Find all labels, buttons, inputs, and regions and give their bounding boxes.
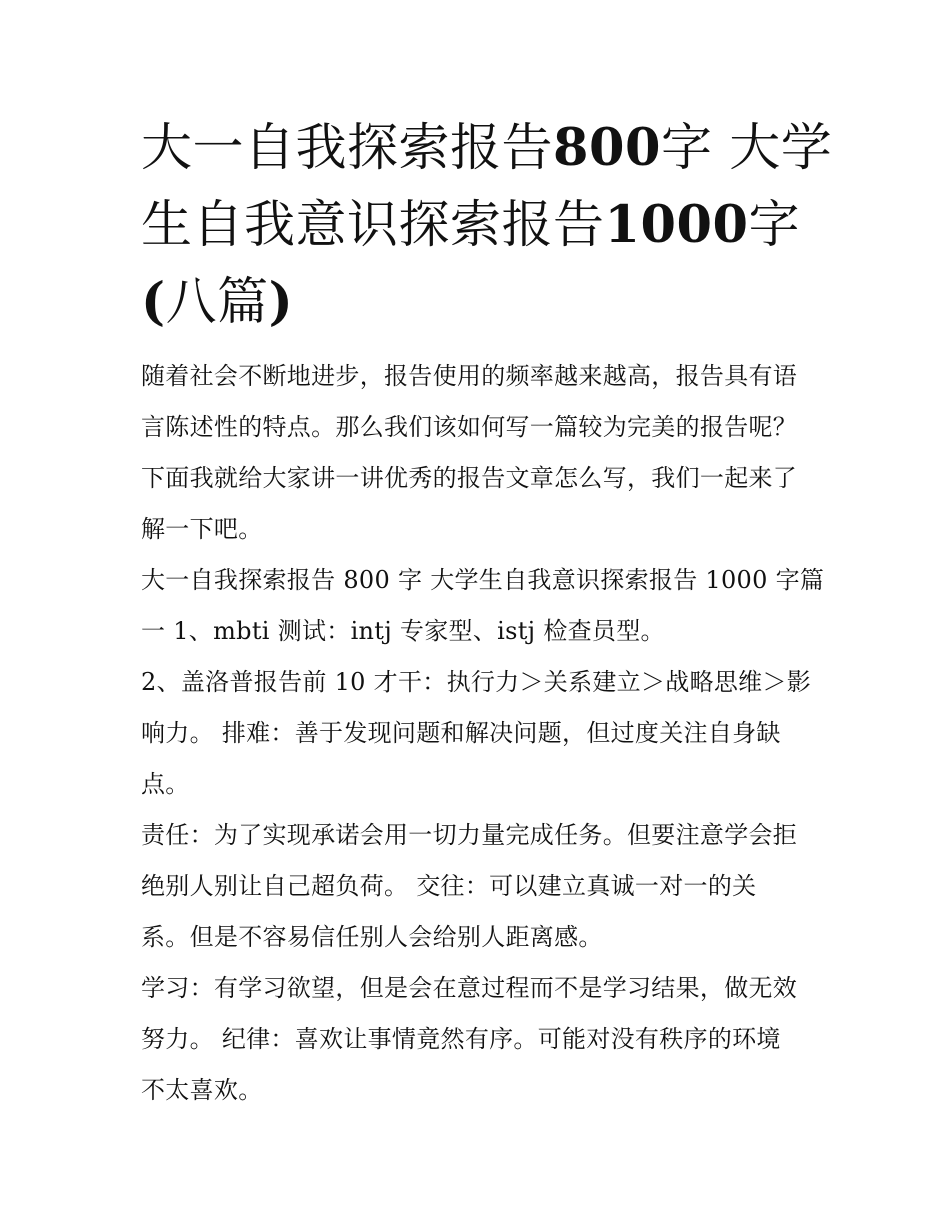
section-heading-paragraph — [141, 555, 825, 657]
title-line: 生自我意识探索报告1000字 — [141, 195, 800, 255]
text-line: 点。 — [141, 770, 190, 798]
text-line: 解一下吧。 — [141, 515, 263, 543]
text-line: 下面我就给大家讲一讲优秀的报告文章怎么写，我们一起来了 — [141, 464, 798, 492]
document-body — [141, 351, 825, 1116]
document-page — [141, 110, 833, 1116]
title-line: 大一自我探索报告800字 大学 — [141, 118, 833, 178]
text-line: 大一自我探索报告 800 字 大学生自我意识探索报告 1000 字篇 — [141, 566, 825, 594]
text-line: 努力。 纪律：喜欢让事情竟然有序。可能对没有秩序的环境 — [141, 1025, 781, 1053]
text-line: 绝别人别让自己超负荷。 交往：可以建立真诚一对一的关 — [141, 872, 757, 900]
text-line: 2、盖洛普报告前 10 才干：执行力＞关系建立＞战略思维＞影 — [141, 668, 812, 696]
gallup-paragraph — [141, 657, 813, 810]
text-line: 系。但是不容易信任别人会给别人距离感。 — [141, 923, 603, 951]
text-line: 不太喜欢。 — [141, 1076, 263, 1104]
intro-paragraph — [141, 351, 813, 555]
text-line: 责任：为了实现承诺会用一切力量完成任务。但要注意学会拒 — [141, 821, 798, 849]
responsibility-paragraph — [141, 810, 813, 963]
text-line: 言陈述性的特点。那么我们该如何写一篇较为完美的报告呢？ — [141, 413, 798, 441]
document-title — [141, 110, 833, 341]
text-line: 一 1、mbti 测试：intj 专家型、istj 检查员型。 — [141, 617, 665, 645]
text-line: 响力。 排难：善于发现问题和解决问题，但过度关注自身缺 — [141, 719, 781, 747]
title-line: (八篇) — [141, 272, 294, 332]
text-line: 学习：有学习欲望，但是会在意过程而不是学习结果，做无效 — [141, 974, 798, 1002]
text-line: 随着社会不断地进步，报告使用的频率越来越高，报告具有语 — [141, 362, 798, 390]
learning-paragraph — [141, 963, 813, 1116]
